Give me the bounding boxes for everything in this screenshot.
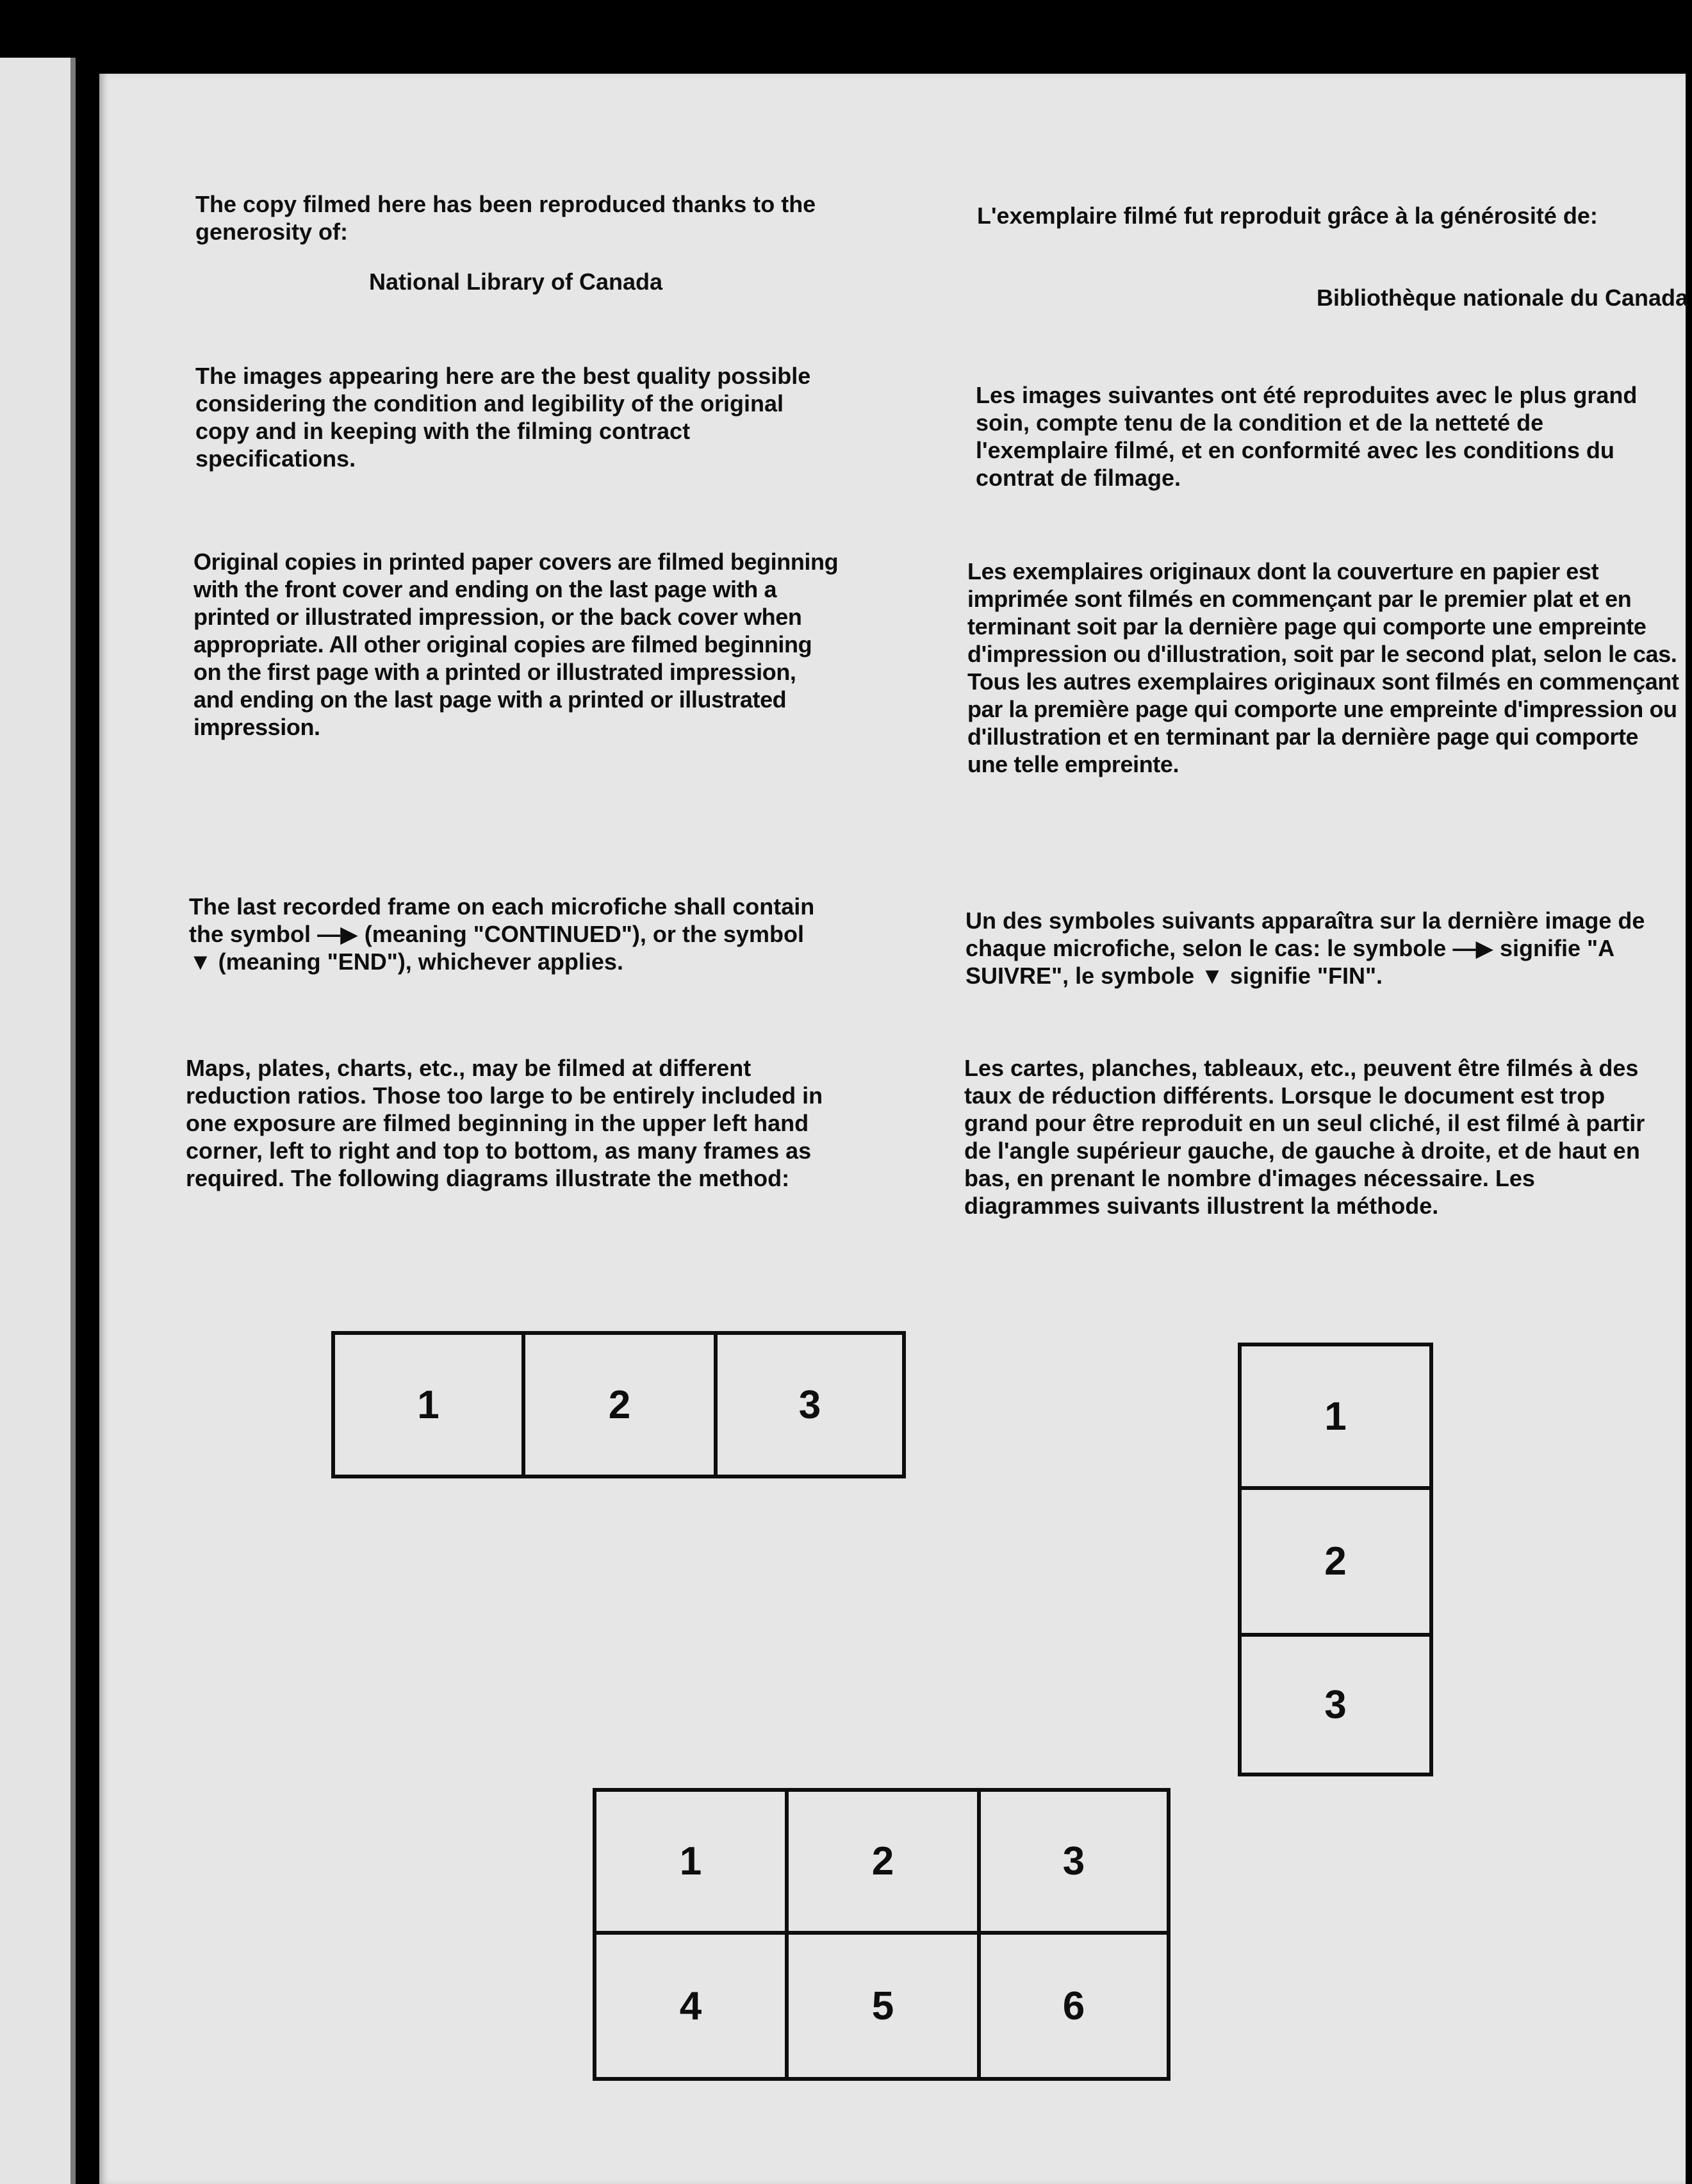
fr-symbols-part3: signifie "FIN".	[1229, 963, 1383, 989]
frame-cell: 6	[977, 1931, 1170, 2081]
frame-cell: 1	[331, 1331, 525, 1478]
frame-cell: 2	[522, 1331, 718, 1478]
frame-cell: 3	[977, 1788, 1170, 1935]
en-maps-text: Maps, plates, charts, etc., may be filmed at different reduction ratios. Those too large to be entirely included in one exposure are filmed beginning in the upper left hand corner, left to right and top to bottom, as many frames as required. The following diagrams illustrate the method:	[186, 1055, 823, 1191]
fr-maps-text: Les cartes, planches, tableaux, etc., peuvent être filmés à des taux de réduction différents. Lorsque le document est trop grand pour être reproduit en un seul cliché, il est filmé à partir de l'angle supérieur gauche, de gauche à droite, et de haut en bas, en prenant le nombre d'images nécessaire. Les diagrammes suivants illustrent la méthode.	[964, 1055, 1645, 1219]
en-library-name: National Library of Canada	[368, 269, 663, 295]
fr-library-name: Bibliothèque nationale du Canada	[1316, 285, 1688, 311]
continued-arrow-icon: —▶	[1452, 935, 1493, 961]
previous-page-edge	[0, 58, 76, 2184]
diagram-horizontal	[331, 1331, 906, 1478]
continued-arrow-icon: —▶	[317, 921, 358, 947]
fr-symbols-part1: Un des symboles suivants apparaîtra sur la dernière image de chaque microfiche, selon le cas: le symbole	[965, 907, 1645, 961]
en-quality-text: The images appearing here are the best quality possible considering the condition and legibility of the original copy and in keeping with the filming contract specifications.	[195, 363, 811, 472]
en-thanks-text: The copy filmed here has been reproduced thanks to the generosity of:	[195, 191, 816, 245]
end-triangle-icon: ▼	[189, 948, 212, 975]
microfiche-target-page	[99, 74, 1686, 2184]
en-symbols-part3: (meaning "END"), whichever applies.	[218, 948, 623, 975]
frame-cell: 3	[1238, 1633, 1433, 1776]
frame-cell: 5	[785, 1931, 981, 2081]
frame-cell: 1	[593, 1788, 789, 1935]
en-symbols-part1: The last recorded frame on each microfiche shall contain the symbol	[189, 893, 815, 947]
frame-cell: 1	[1238, 1343, 1433, 1490]
en-symbols-text	[189, 893, 830, 975]
end-triangle-icon: ▼	[1201, 963, 1224, 989]
frame-cell: 2	[1238, 1486, 1433, 1637]
diagram-vertical	[1238, 1343, 1433, 1776]
frame-cell: 4	[593, 1931, 789, 2081]
fr-symbols-text	[965, 907, 1677, 989]
frame-cell: 3	[714, 1331, 906, 1478]
fr-quality-text: Les images suivantes ont été reproduites avec le plus grand soin, compte tenu de la condition et de la netteté de l'exemplaire filmé, et en conformité avec les conditions du contrat de filmage.	[976, 382, 1638, 491]
diagram-grid	[593, 1788, 1170, 2081]
fr-thanks-text: L'exemplaire filmé fut reproduit grâce à la générosité de:	[977, 203, 1598, 229]
en-symbols-part2: (meaning "CONTINUED"), or the symbol	[364, 921, 804, 947]
fr-originals-text: Les exemplaires originaux dont la couverture en papier est imprimée sont filmés en commençant par le premier plat et en terminant soit par la dernière page qui comporte une empreinte d'impression ou d'illustration, soit par le second plat, selon le cas. Tous les autres exemplaires originaux sont filmés en commençant par la première page qui comporte une empreinte d'impression ou d'illustration et en terminant par la dernière page qui comporte une telle empreinte.	[967, 558, 1679, 777]
fr-symbols-part2: signifie "A SUIVRE", le symbole	[965, 935, 1614, 989]
frame-cell: 2	[785, 1788, 981, 1935]
en-originals-text: Original copies in printed paper covers are filmed beginning with the front cover and ending on the last page with a printed or illustrated impression, or the back cover when appropriate. All other original copies are filmed beginning on the first page with a printed or illustrated impression, and ending on the last page with a printed or illustrated impression.	[193, 549, 839, 740]
